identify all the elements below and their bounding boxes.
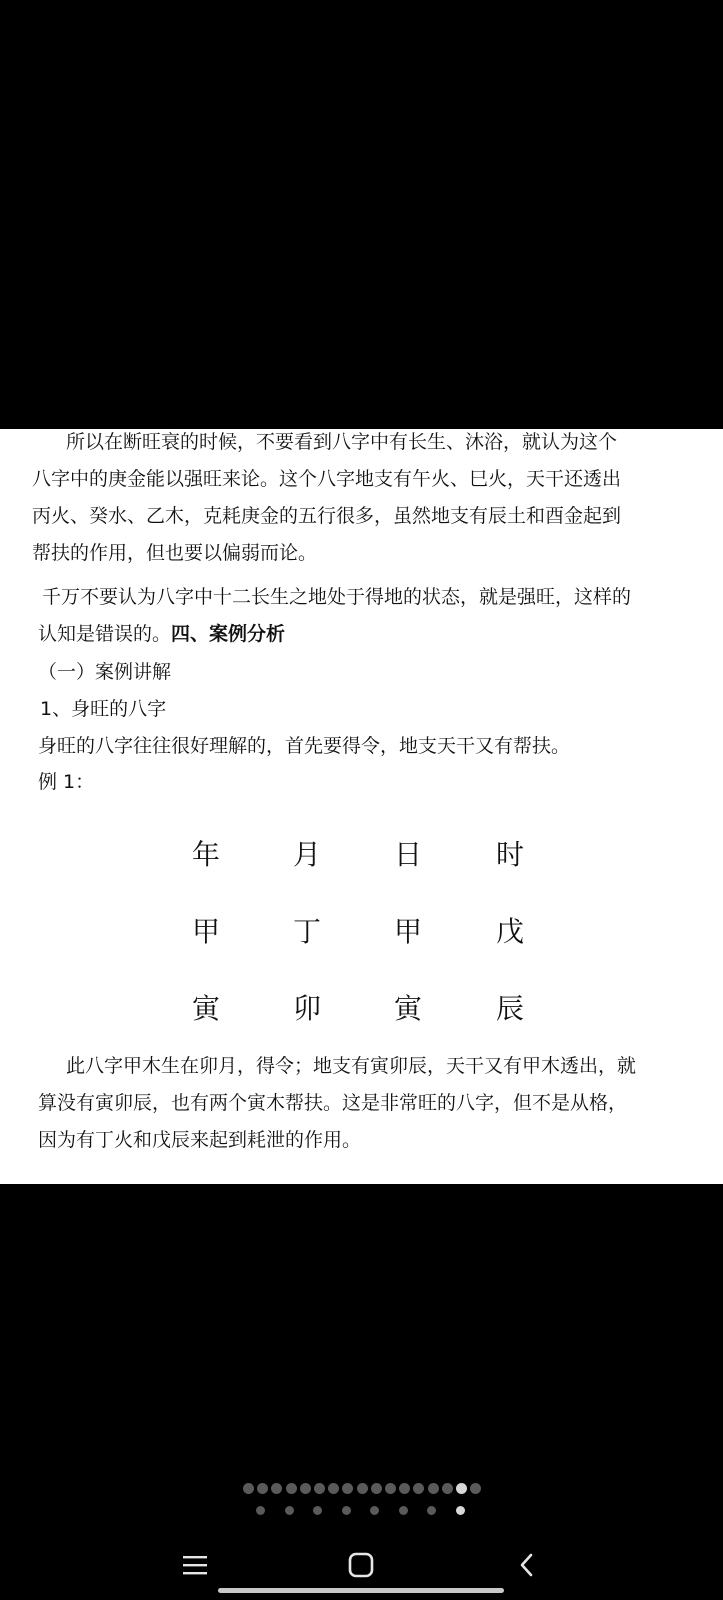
example-label: 例 1： <box>38 771 95 793</box>
page-indicator-dot <box>342 1506 351 1515</box>
paragraph-2-line-2 <box>38 622 285 646</box>
page-indicator-dot <box>427 1506 436 1515</box>
paragraph-3-line-1: 此八字甲木生在卯月，得令；地支有寅卯辰，天干又有甲木透出，就 <box>66 1055 637 1077</box>
paragraph-1-line-2: 八字中的庚金能以强旺来论。这个八字地支有午火、巳火，天干还透出 <box>32 468 622 490</box>
pager-dot[interactable] <box>328 1483 339 1494</box>
home-indicator[interactable] <box>218 1588 504 1593</box>
pager-dot[interactable] <box>385 1483 396 1494</box>
page-indicator-dot <box>256 1506 265 1515</box>
pager-dot[interactable] <box>342 1483 353 1494</box>
bazi-header-month: 月 <box>292 838 321 871</box>
page-indicator-dot <box>313 1506 322 1515</box>
pager-dot[interactable] <box>428 1483 439 1494</box>
section-title: 四、案例分析 <box>171 623 286 645</box>
paragraph-1-line-4: 帮扶的作用，但也要以偏弱而论。 <box>32 542 318 564</box>
bazi-stem-day: 甲 <box>393 915 422 948</box>
bazi-branch-year: 寅 <box>191 992 220 1025</box>
bazi-header-year: 年 <box>191 838 220 871</box>
document-page <box>0 429 723 1184</box>
bazi-header-hour: 时 <box>495 838 524 871</box>
bazi-header-day: 日 <box>393 838 422 871</box>
pager-dot[interactable] <box>300 1483 311 1494</box>
intro-line: 身旺的八字往往很好理解的，首先要得令，地支天干又有帮扶。 <box>38 735 571 757</box>
chevron-left-icon <box>515 1551 539 1579</box>
pager-dot[interactable] <box>413 1483 424 1494</box>
paragraph-1-line-3: 丙火、癸水、乙木，克耗庚金的五行很多，虽然地支有辰土和酉金起到 <box>32 505 622 527</box>
image-pager[interactable] <box>0 1470 723 1520</box>
bazi-branch-month: 卯 <box>292 992 321 1025</box>
paragraph-2-text: 认知是错误的。 <box>38 623 172 645</box>
section-heading: （一）案例讲解 <box>38 661 172 683</box>
page-indicator-dot <box>399 1506 408 1515</box>
pager-dot[interactable] <box>399 1483 410 1494</box>
pager-dot[interactable] <box>271 1483 282 1494</box>
paragraph-3-line-3: 因为有丁火和戊辰来起到耗泄的作用。 <box>38 1129 362 1151</box>
home-button[interactable] <box>341 1548 381 1582</box>
pager-dot[interactable] <box>243 1483 254 1494</box>
back-button[interactable] <box>507 1548 547 1582</box>
menu-lines-icon <box>181 1553 209 1577</box>
bazi-branch-day: 寅 <box>393 992 422 1025</box>
pager-dot[interactable] <box>470 1483 481 1494</box>
bazi-stem-hour: 戊 <box>495 915 524 948</box>
subheading: 1、身旺的八字 <box>40 698 167 720</box>
paragraph-2-line-1: 千万不要认为八字中十二长生之地处于得地的状态，就是强旺，这样的 <box>42 586 632 608</box>
pager-dot[interactable] <box>357 1483 368 1494</box>
bazi-stem-year: 甲 <box>191 915 220 948</box>
bazi-stem-month: 丁 <box>292 915 321 948</box>
page-indicator-dot <box>370 1506 379 1515</box>
pager-dot[interactable] <box>442 1483 453 1494</box>
page-indicator-dot <box>456 1506 465 1515</box>
pager-dot[interactable] <box>456 1483 467 1494</box>
pager-dot[interactable] <box>257 1483 268 1494</box>
page-indicator-dot <box>285 1506 294 1515</box>
pager-dot[interactable] <box>286 1483 297 1494</box>
bazi-branch-hour: 辰 <box>495 992 524 1025</box>
paragraph-3-line-2: 算没有寅卯辰，也有两个寅木帮扶。这是非常旺的八字，但不是从格， <box>38 1092 628 1114</box>
home-square-icon <box>347 1551 375 1579</box>
paragraph-1-line-1: 所以在断旺衰的时候，不要看到八字中有长生、沐浴，就认为这个 <box>66 431 618 453</box>
pager-dot[interactable] <box>371 1483 382 1494</box>
recents-button[interactable] <box>175 1548 215 1582</box>
pager-dot[interactable] <box>314 1483 325 1494</box>
